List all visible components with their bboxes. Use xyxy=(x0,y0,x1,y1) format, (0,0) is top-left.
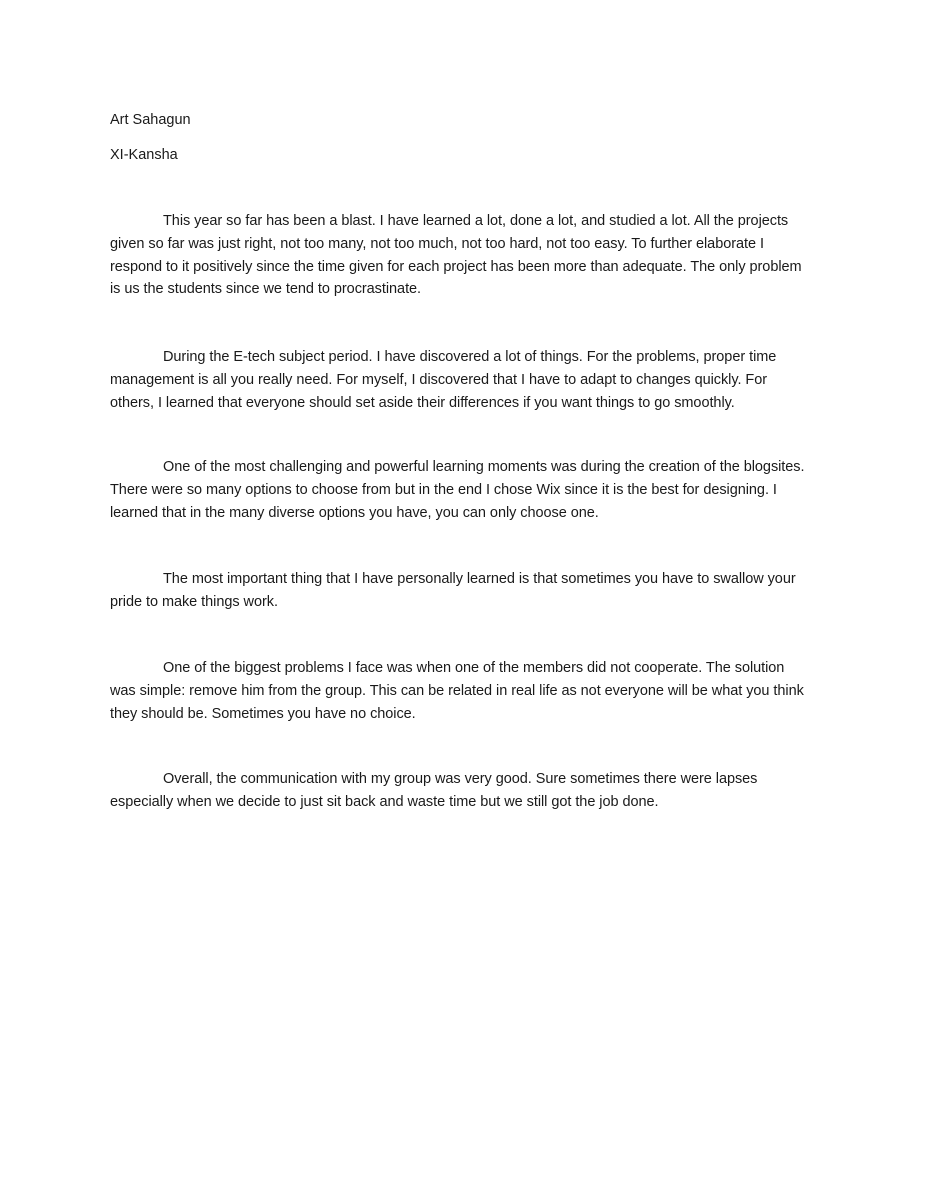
paragraph-1: This year so far has been a blast. I have learned a lot, done a lot, and studied a lot. All the projects given so far was just right, not too many, not too much, not too hard, not too easy. To further elaborate I respond to it positively since the time given for each project has been more than adequate. The only problem is us the students since we tend to procrastinate. xyxy=(110,213,802,298)
section-name: XI-Kansha xyxy=(110,147,178,163)
paragraph-6: Overall, the communication with my group was very good. Sure sometimes there were lapses especially when we decide to just sit back and waste time but we still got the job done. xyxy=(110,771,758,810)
paragraph-3: One of the most challenging and powerful learning moments was during the creation of the blogsites. There were so many options to choose from but in the end I chose Wix since it is the best for designing. I learned that in the many diverse options you have, you can only choose one. xyxy=(110,459,805,521)
author-name: Art Sahagun xyxy=(110,112,191,128)
paragraph-5: One of the biggest problems I face was when one of the members did not cooperate. The solution was simple: remove him from the group. This can be related in real life as not everyone will be what you think they should be. Sometimes you have no choice. xyxy=(110,660,804,722)
paragraph-4: The most important thing that I have personally learned is that sometimes you have to swallow your pride to make things work. xyxy=(110,571,796,610)
paragraph-2: During the E-tech subject period. I have discovered a lot of things. For the problems, proper time management is all you really need. For myself, I discovered that I have to adapt to changes quickly. For others, I learned that everyone should set aside their differences if you want things to go smoothly. xyxy=(110,349,777,411)
